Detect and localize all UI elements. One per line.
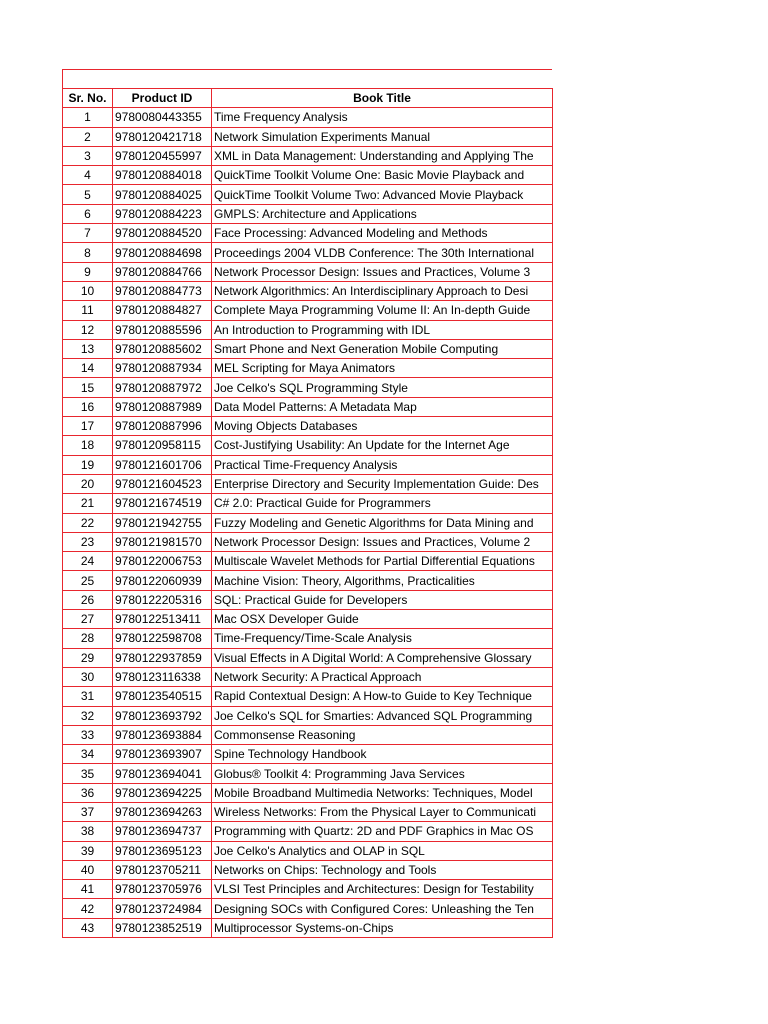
book-title-cell: XML in Data Management: Understanding and Applying The — [212, 146, 553, 165]
table-row — [63, 860, 553, 879]
spreadsheet-page — [62, 69, 552, 938]
sr-no-cell: 40 — [63, 860, 113, 879]
book-title-cell: Mobile Broadband Multimedia Networks: Techniques, Model — [212, 783, 553, 802]
product-id-cell: 9780122598708 — [113, 629, 212, 648]
book-title-cell: Visual Effects in A Digital World: A Comprehensive Glossary — [212, 648, 553, 667]
table-row — [63, 108, 553, 127]
sr-no-cell: 30 — [63, 667, 113, 686]
book-table — [62, 88, 553, 938]
table-row — [63, 783, 553, 802]
table-row — [63, 397, 553, 416]
product-id-cell: 9780120885602 — [113, 339, 212, 358]
table-row — [63, 802, 553, 821]
sr-no-cell: 4 — [63, 166, 113, 185]
book-title-cell: Globus® Toolkit 4: Programming Java Services — [212, 764, 553, 783]
book-title-cell: Enterprise Directory and Security Implementation Guide: Des — [212, 474, 553, 493]
table-row — [63, 320, 553, 339]
book-title-cell: SQL: Practical Guide for Developers — [212, 590, 553, 609]
book-title-cell: Fuzzy Modeling and Genetic Algorithms for Data Mining and — [212, 513, 553, 532]
product-id-cell: 9780120884018 — [113, 166, 212, 185]
book-title-cell: Time Frequency Analysis — [212, 108, 553, 127]
book-title-cell: Multiprocessor Systems-on-Chips — [212, 918, 553, 937]
table-row — [63, 706, 553, 725]
sr-no-cell: 37 — [63, 802, 113, 821]
product-id-cell: 9780121942755 — [113, 513, 212, 532]
book-title-cell: Networks on Chips: Technology and Tools — [212, 860, 553, 879]
sr-no-cell: 36 — [63, 783, 113, 802]
sr-no-cell: 27 — [63, 610, 113, 629]
book-title-cell: Mac OSX Developer Guide — [212, 610, 553, 629]
product-id-cell: 9780120884773 — [113, 281, 212, 300]
table-row — [63, 262, 553, 281]
table-row — [63, 417, 553, 436]
product-id-cell: 9780121601706 — [113, 455, 212, 474]
sr-no-cell: 23 — [63, 532, 113, 551]
book-title-cell: Joe Celko's SQL for Smarties: Advanced SQL Programming — [212, 706, 553, 725]
product-id-cell: 9780123116338 — [113, 667, 212, 686]
sr-no-cell: 13 — [63, 339, 113, 358]
sr-no-cell: 16 — [63, 397, 113, 416]
book-title-cell: Machine Vision: Theory, Algorithms, Practicalities — [212, 571, 553, 590]
table-row — [63, 127, 553, 146]
table-row — [63, 532, 553, 551]
table-row — [63, 243, 553, 262]
product-id-cell: 9780120887934 — [113, 359, 212, 378]
table-row — [63, 610, 553, 629]
sr-no-cell: 14 — [63, 359, 113, 378]
header-row — [63, 89, 553, 108]
product-id-cell: 9780120421718 — [113, 127, 212, 146]
sr-no-cell: 29 — [63, 648, 113, 667]
book-title-cell: Spine Technology Handbook — [212, 745, 553, 764]
table-row — [63, 474, 553, 493]
book-title-cell: VLSI Test Principles and Architectures: Design for Testability — [212, 880, 553, 899]
sr-no-cell: 41 — [63, 880, 113, 899]
sr-no-cell: 2 — [63, 127, 113, 146]
book-title-cell: Commonsense Reasoning — [212, 725, 553, 744]
sr-no-cell: 32 — [63, 706, 113, 725]
table-row — [63, 166, 553, 185]
sr-no-cell: 34 — [63, 745, 113, 764]
table-row — [63, 224, 553, 243]
product-id-cell: 9780121674519 — [113, 494, 212, 513]
sr-no-cell: 42 — [63, 899, 113, 918]
book-title-cell: Complete Maya Programming Volume II: An In-depth Guide — [212, 301, 553, 320]
product-id-cell: 9780120958115 — [113, 436, 212, 455]
product-id-cell: 9780123705211 — [113, 860, 212, 879]
book-title-cell: Moving Objects Databases — [212, 417, 553, 436]
sr-no-cell: 8 — [63, 243, 113, 262]
sr-no-cell: 1 — [63, 108, 113, 127]
book-title-cell: Network Simulation Experiments Manual — [212, 127, 553, 146]
book-title-cell: Rapid Contextual Design: A How-to Guide to Key Technique — [212, 687, 553, 706]
sr-no-cell: 3 — [63, 146, 113, 165]
book-title-cell: Face Processing: Advanced Modeling and Methods — [212, 224, 553, 243]
product-id-cell: 9780122060939 — [113, 571, 212, 590]
product-id-cell: 9780123693884 — [113, 725, 212, 744]
table-row — [63, 841, 553, 860]
product-id-cell: 9780080443355 — [113, 108, 212, 127]
sr-no-cell: 9 — [63, 262, 113, 281]
sr-no-cell: 11 — [63, 301, 113, 320]
product-id-cell: 9780120884766 — [113, 262, 212, 281]
table-row — [63, 629, 553, 648]
table-row — [63, 185, 553, 204]
book-title-cell: Practical Time-Frequency Analysis — [212, 455, 553, 474]
sr-no-cell: 12 — [63, 320, 113, 339]
book-title-cell: Joe Celko's Analytics and OLAP in SQL — [212, 841, 553, 860]
sr-no-cell: 24 — [63, 552, 113, 571]
sr-no-cell: 28 — [63, 629, 113, 648]
product-id-cell: 9780120455997 — [113, 146, 212, 165]
book-title-cell: An Introduction to Programming with IDL — [212, 320, 553, 339]
table-row — [63, 552, 553, 571]
book-title-cell: Network Algorithmics: An Interdisciplinary Approach to Desi — [212, 281, 553, 300]
table-row — [63, 494, 553, 513]
sr-no-cell: 43 — [63, 918, 113, 937]
sr-no-cell: 25 — [63, 571, 113, 590]
product-id-cell: 9780122006753 — [113, 552, 212, 571]
product-id-cell: 9780120887972 — [113, 378, 212, 397]
book-title-cell: C# 2.0: Practical Guide for Programmers — [212, 494, 553, 513]
book-title-cell: GMPLS: Architecture and Applications — [212, 204, 553, 223]
product-id-cell: 9780120884025 — [113, 185, 212, 204]
sr-no-cell: 18 — [63, 436, 113, 455]
product-id-cell: 9780120887996 — [113, 417, 212, 436]
sr-no-cell: 19 — [63, 455, 113, 474]
book-title-cell: Data Model Patterns: A Metadata Map — [212, 397, 553, 416]
book-title-cell: Designing SOCs with Configured Cores: Unleashing the Ten — [212, 899, 553, 918]
blank-header-row — [62, 69, 552, 88]
column-header-product-id: Product ID — [113, 89, 212, 108]
book-title-cell: Time-Frequency/Time-Scale Analysis — [212, 629, 553, 648]
table-row — [63, 822, 553, 841]
sr-no-cell: 7 — [63, 224, 113, 243]
table-row — [63, 339, 553, 358]
product-id-cell: 9780120884520 — [113, 224, 212, 243]
table-row — [63, 378, 553, 397]
book-title-cell: Proceedings 2004 VLDB Conference: The 30th International — [212, 243, 553, 262]
product-id-cell: 9780120884698 — [113, 243, 212, 262]
book-title-cell: QuickTime Toolkit Volume Two: Advanced Movie Playback — [212, 185, 553, 204]
table-row — [63, 436, 553, 455]
book-title-cell: Cost-Justifying Usability: An Update for the Internet Age — [212, 436, 553, 455]
product-id-cell: 9780122937859 — [113, 648, 212, 667]
product-id-cell: 9780120887989 — [113, 397, 212, 416]
book-title-cell: Joe Celko's SQL Programming Style — [212, 378, 553, 397]
product-id-cell: 9780122205316 — [113, 590, 212, 609]
sr-no-cell: 21 — [63, 494, 113, 513]
column-header-sr-no: Sr. No. — [63, 89, 113, 108]
product-id-cell: 9780123694041 — [113, 764, 212, 783]
sr-no-cell: 22 — [63, 513, 113, 532]
sr-no-cell: 6 — [63, 204, 113, 223]
sr-no-cell: 33 — [63, 725, 113, 744]
table-row — [63, 764, 553, 783]
sr-no-cell: 10 — [63, 281, 113, 300]
product-id-cell: 9780123693907 — [113, 745, 212, 764]
table-row — [63, 571, 553, 590]
column-header-book-title: Book Title — [212, 89, 553, 108]
book-title-cell: Smart Phone and Next Generation Mobile Computing — [212, 339, 553, 358]
product-id-cell: 9780123694737 — [113, 822, 212, 841]
sr-no-cell: 20 — [63, 474, 113, 493]
table-row — [63, 359, 553, 378]
book-title-cell: Wireless Networks: From the Physical Layer to Communicati — [212, 802, 553, 821]
table-row — [63, 590, 553, 609]
table-row — [63, 725, 553, 744]
table-body — [63, 108, 553, 938]
sr-no-cell: 38 — [63, 822, 113, 841]
sr-no-cell: 39 — [63, 841, 113, 860]
table-row — [63, 281, 553, 300]
product-id-cell: 9780120885596 — [113, 320, 212, 339]
table-row — [63, 513, 553, 532]
sr-no-cell: 26 — [63, 590, 113, 609]
table-row — [63, 667, 553, 686]
product-id-cell: 9780121604523 — [113, 474, 212, 493]
sr-no-cell: 35 — [63, 764, 113, 783]
book-title-cell: Multiscale Wavelet Methods for Partial Differential Equations — [212, 552, 553, 571]
product-id-cell: 9780120884223 — [113, 204, 212, 223]
product-id-cell: 9780122513411 — [113, 610, 212, 629]
book-title-cell: Network Processor Design: Issues and Practices, Volume 3 — [212, 262, 553, 281]
product-id-cell: 9780123852519 — [113, 918, 212, 937]
product-id-cell: 9780120884827 — [113, 301, 212, 320]
product-id-cell: 9780121981570 — [113, 532, 212, 551]
sr-no-cell: 17 — [63, 417, 113, 436]
product-id-cell: 9780123540515 — [113, 687, 212, 706]
table-row — [63, 648, 553, 667]
sr-no-cell: 5 — [63, 185, 113, 204]
table-row — [63, 687, 553, 706]
product-id-cell: 9780123694225 — [113, 783, 212, 802]
table-row — [63, 745, 553, 764]
table-row — [63, 146, 553, 165]
table-row — [63, 301, 553, 320]
table-row — [63, 880, 553, 899]
product-id-cell: 9780123695123 — [113, 841, 212, 860]
table-row — [63, 918, 553, 937]
product-id-cell: 9780123724984 — [113, 899, 212, 918]
sr-no-cell: 31 — [63, 687, 113, 706]
book-title-cell: Network Processor Design: Issues and Practices, Volume 2 — [212, 532, 553, 551]
book-title-cell: Network Security: A Practical Approach — [212, 667, 553, 686]
sr-no-cell: 15 — [63, 378, 113, 397]
product-id-cell: 9780123705976 — [113, 880, 212, 899]
table-row — [63, 899, 553, 918]
table-row — [63, 204, 553, 223]
book-title-cell: QuickTime Toolkit Volume One: Basic Movie Playback and — [212, 166, 553, 185]
table-row — [63, 455, 553, 474]
book-title-cell: Programming with Quartz: 2D and PDF Graphics in Mac OS — [212, 822, 553, 841]
product-id-cell: 9780123694263 — [113, 802, 212, 821]
book-title-cell: MEL Scripting for Maya Animators — [212, 359, 553, 378]
product-id-cell: 9780123693792 — [113, 706, 212, 725]
